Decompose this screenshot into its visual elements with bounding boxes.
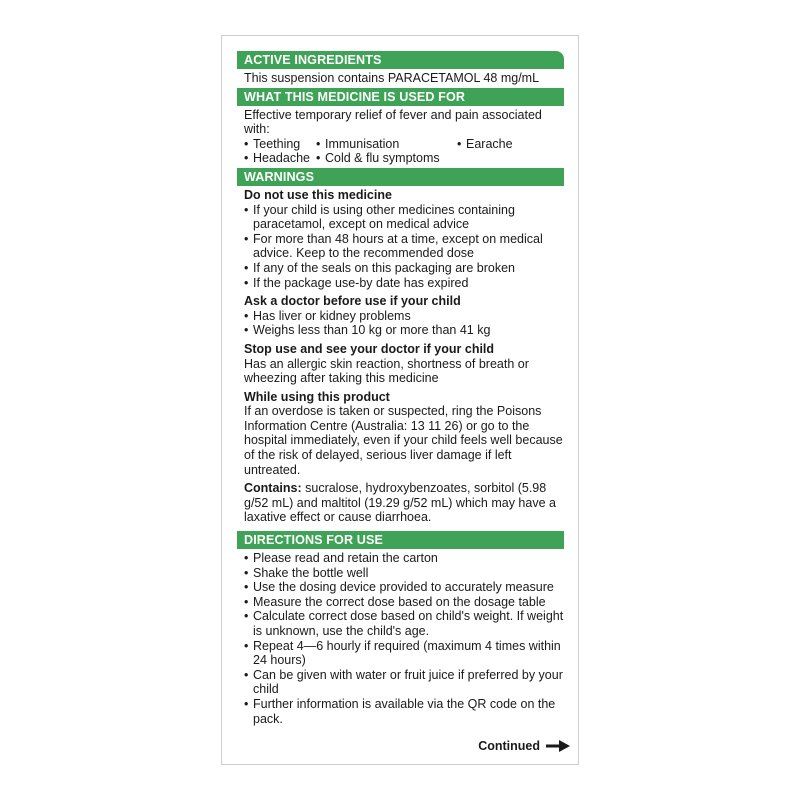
- continued-indicator: [478, 739, 570, 753]
- list-item: • Calculate correct dose based on child's weight. If weight is unknown, use the child's age.: [244, 609, 564, 638]
- warnings-header: WARNINGS: [237, 168, 564, 186]
- list-item: • If the package use-by date has expired: [244, 276, 564, 291]
- list-item: • If any of the seals on this packaging are broken: [244, 261, 564, 276]
- active-ingredients-text: This suspension contains PARACETAMOL 48 mg/mL: [244, 71, 540, 85]
- use-item: • Immunisation: [316, 137, 457, 152]
- list-item: • Shake the bottle well: [244, 566, 564, 581]
- use-item: • Teething: [244, 137, 316, 152]
- list-item: • Please read and retain the carton: [244, 551, 564, 566]
- list-item: • If your child is using other medicines containing paracetamol, except on medical advice: [244, 203, 564, 232]
- uses-header: WHAT THIS MEDICINE IS USED FOR: [237, 88, 564, 106]
- do-not-use-list: [244, 203, 564, 291]
- contains-text: [244, 481, 564, 525]
- active-ingredients-header: ACTIVE INGREDIENTS: [237, 51, 564, 69]
- use-item: • Headache: [244, 151, 316, 166]
- contains-body: sucralose, hydroxybenzoates, sorbitol (5.98 g/52 mL) and maltitol (19.29 g/52 mL) which may have a laxative effect or cause diarrhoea.: [244, 481, 556, 525]
- list-item: • Repeat 4—6 hourly if required (maximum 4 times within 24 hours): [244, 639, 564, 668]
- use-item: • Cold & flu symptoms: [316, 151, 457, 166]
- while-using-title: While using this product: [244, 389, 390, 404]
- stop-use-title: Stop use and see your doctor if your child: [244, 341, 495, 356]
- continued-label: Continued: [478, 739, 540, 753]
- do-not-use-title: Do not use this medicine: [244, 187, 392, 202]
- use-item: • Earache: [457, 137, 557, 152]
- list-item: • Use the dosing device provided to accurately measure: [244, 580, 564, 595]
- stop-use-text: Has an allergic skin reaction, shortness of breath or wheezing after taking this medicine: [244, 356, 529, 386]
- directions-section: [237, 549, 564, 728]
- ask-doctor-list: [244, 309, 564, 338]
- active-ingredients-section: [237, 69, 564, 88]
- list-item: • Can be given with water or fruit juice if preferred by your child: [244, 668, 564, 697]
- while-using-text: If an overdose is taken or suspected, ring the Poisons Information Centre (Australia: 13 11 26) or go to the hospital immediately, even if your child feels well because of the risk of delayed, serious liver damage if left untreated.: [244, 404, 563, 477]
- uses-list: [244, 137, 564, 166]
- list-item: • Has liver or kidney problems: [244, 309, 564, 324]
- list-item: • Measure the correct dose based on the dosage table: [244, 595, 564, 610]
- list-item: • Further information is available via the QR code on the pack.: [244, 697, 564, 726]
- warnings-section: [237, 186, 564, 531]
- directions-list: [244, 551, 564, 726]
- leaflet-content: [237, 51, 564, 728]
- uses-section: [237, 106, 564, 168]
- arrow-right-icon: [546, 740, 570, 752]
- ask-doctor-title: Ask a doctor before use if your child: [244, 294, 461, 309]
- contains-label: Contains:: [244, 481, 302, 496]
- leaflet-panel: [221, 35, 579, 765]
- directions-header: DIRECTIONS FOR USE: [237, 531, 564, 549]
- list-item: • Weighs less than 10 kg or more than 41 kg: [244, 323, 564, 338]
- uses-intro: Effective temporary relief of fever and pain associated with:: [244, 107, 542, 137]
- list-item: • For more than 48 hours at a time, except on medical advice. Keep to the recommended dose: [244, 232, 564, 261]
